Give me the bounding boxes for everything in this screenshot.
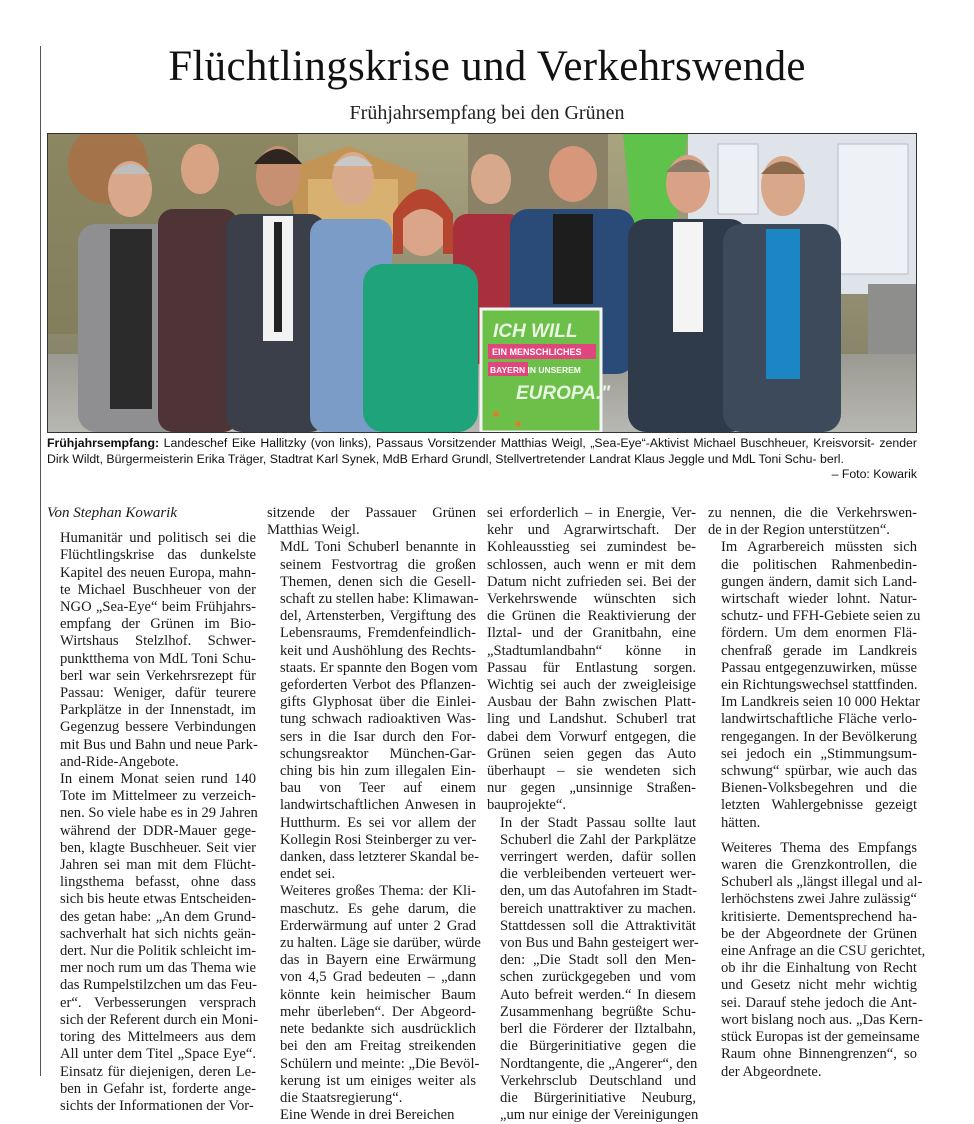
text-line: fördern. Um dem enormen Flä- (721, 625, 917, 642)
group-photo (47, 133, 917, 433)
text-line: ben, klagte Buschheuer. Seit vier (60, 839, 256, 856)
text-line: sitzende der Passauer Grünen (267, 505, 476, 521)
text-line: Wichtig sei auch der zweigleisige (487, 677, 696, 694)
text-line: eine Anfrage an die CSU gerichtet, (721, 943, 926, 960)
text-line: sei jedoch ein „Stimmungsum- (721, 745, 917, 762)
text-line: sich der Referent durch ein Moni- (60, 1011, 259, 1028)
article-paragraph (47, 530, 256, 771)
article-paragraph (267, 505, 476, 539)
text-line: Gegenzug bessere Verbindungen (60, 719, 256, 736)
text-line: sichts der Informationen der Vor- (60, 1097, 254, 1114)
text-line: sei. Darauf stehe jedoch die Ant- (721, 994, 917, 1011)
text-line: das in Bayern eine Erwärmung (280, 952, 476, 969)
photo-credit: – Foto: Kowarik (831, 467, 917, 482)
text-line: berl die Förderer der Ilztalbahn, (500, 1021, 696, 1038)
text-line: Kohleausstieg sei zumindest be- (487, 539, 696, 556)
text-line: seinem Festvortrag die großen (280, 556, 476, 573)
text-line: letzten Wahlergebnisse gezeigt (721, 797, 917, 814)
text-line: schen zurückgegeben und vom (500, 969, 696, 986)
article-paragraph (708, 539, 921, 831)
headline: Flüchtlingskrise und Verkehrswende (168, 43, 806, 90)
text-line: bauprojekte“. (487, 797, 567, 814)
text-line: Lebensraums, Fremdenfeindlich- (280, 625, 476, 642)
text-line: lingsthema befasst, ohne dass (60, 874, 256, 891)
text-line: punktthema von MdL Toni Schu- (60, 650, 256, 667)
text-line: be der Abgeordnete der Grünen (721, 925, 917, 942)
text-line: ching bis hin zum illegalen Ein- (280, 763, 476, 780)
text-line: Im Agrarbereich müssten sich (721, 539, 917, 556)
text-line: Passau entgegenzuwirken, müsse (721, 659, 917, 676)
text-line: Auto befreit werden.“ In diesem (500, 986, 696, 1003)
text-line: Humanitär und politisch sei die (60, 530, 256, 547)
poster-line-3: BAYERN IN UNSEREM (490, 365, 581, 375)
article-paragraph (267, 1107, 476, 1124)
text-line: waren die Grenzkontrollen, die (721, 857, 917, 874)
text-line: nete bedankte sich ausdrücklich (280, 1021, 476, 1038)
text-line: landwirtschaftliche Fläche verlo- (721, 711, 917, 728)
text-line: hätten. (721, 814, 761, 831)
text-line: tung schwach radioaktiven Was- (280, 711, 476, 728)
article-paragraph (487, 814, 699, 1124)
text-line: ben in Gefahr ist, forderte ange- (60, 1080, 256, 1097)
text-line: überhaupt – sie wendeten sich (487, 763, 696, 780)
text-line: Schuberl als „längst illegal und al- (721, 874, 923, 891)
text-line: Eine Wende in drei Bereichen (280, 1107, 455, 1124)
text-line: ein Richtungswechsel stattfinden. (721, 677, 918, 694)
text-line: Weiteres großes Thema: der Kli- (280, 883, 476, 900)
text-line: Kollegin Rosi Steinberger zu ver- (280, 831, 477, 848)
column-rule (40, 46, 41, 1076)
text-line: den, um das Autofahren im Stadt- (500, 883, 697, 900)
text-line: bau von Teer auf einem (280, 780, 476, 797)
text-line: Tote im Mittelmeer zu verzeich- (60, 788, 256, 805)
text-line: Einsatz für diejenigen, deren Le- (60, 1063, 256, 1080)
text-line: Schülern und meinte: „Die Bevöl- (280, 1055, 480, 1072)
text-line: Weiteres Thema des Empfangs (721, 839, 917, 856)
text-line: das Rumpelstilzchen um das Feu- (60, 977, 257, 994)
text-line: chenfraß gerade im Landkreis (721, 642, 917, 659)
article-paragraph (708, 839, 926, 1081)
text-line: Im Landkreis seien 10 000 Hektar (721, 694, 920, 711)
text-line: te Michael Buschheuer von der (60, 581, 256, 598)
text-line: Erderwärmung auf unter 2 Grad (280, 917, 476, 934)
group-photo-illustration (48, 134, 916, 432)
text-line: mit Bus und Bahn und neue Park- (60, 736, 258, 753)
text-line: Raum ohne Binnengrenzen“, so (721, 1046, 917, 1063)
text-line: Ausbau der Bahn zwischen Platt- (487, 694, 696, 711)
text-line: verringert werden, dafür sollen (500, 849, 696, 866)
text-line: geforderten Verbot des Pflanzen- (280, 677, 476, 694)
caption-line: berl. (820, 451, 844, 466)
caption-line: zender Dirk Wildt, Bürgermeisterin Erika Träger, Stadtrat Karl Synek, MdB Erhard Grundl, Stellvertretender Landrat Klaus Jeggle und MdL Toni Schu- (47, 436, 917, 466)
photo-caption (47, 436, 917, 483)
text-line: sachverhalt hat sich nichts geän- (60, 925, 256, 942)
text-line: sei erforderlich – in Energie, Ver- (487, 505, 696, 521)
text-line: Bienen-Volksbegehren und die (721, 780, 917, 797)
text-line: von Bus und Bahn gesteigert wer- (500, 935, 699, 952)
text-line: mer noch rum um das Thema wie (60, 960, 256, 977)
text-line: nur gegen „unsinnige Straßen- (487, 780, 696, 797)
text-line: Schuberl die Zahl der Parkplätze (500, 831, 696, 848)
text-line: Wirtshaus Stelzlhof. Schwer- (60, 633, 256, 650)
text-line: endet sei. (280, 866, 336, 883)
text-line: empfang der Grünen im Bio- (60, 616, 256, 633)
article-paragraph (47, 771, 259, 1115)
text-line: del, Artensterben, Vergiftung des (280, 608, 476, 625)
text-line: schungsreaktor München-Gar- (280, 745, 476, 762)
text-line: er“. Verbesserungen versprach (60, 994, 256, 1011)
text-line: ling und Landshut. Schuberl trat (487, 711, 696, 728)
text-line: Grünen seien gegen das Auto (487, 745, 696, 762)
text-line: die politischen Rahmenbedin- (721, 556, 917, 573)
article-paragraph (267, 539, 479, 883)
text-line: Nordtangente, die „Angerer“, den (500, 1055, 698, 1072)
text-line: Zusammenhang begrüßte Schu- (500, 1003, 696, 1020)
text-line: mehr überleben“. Der Abgeord- (280, 1003, 476, 1020)
text-line: NGO „Sea-Eye“ beim Frühjahrs- (60, 599, 256, 616)
campaign-poster (481, 309, 611, 432)
text-line: Verkehrswende wünschten sich (487, 591, 696, 608)
text-line: „Stadtumlandbahn“ könne in (487, 642, 696, 659)
text-line: Passau für Entlastung sorgen. (487, 659, 696, 676)
text-line: Parkplätze in der Innenstadt, im (60, 702, 256, 719)
text-line: maschutz. Es gehe darum, die (280, 900, 476, 917)
text-line: kritisierte. Dementsprechend ha- (721, 908, 917, 925)
text-line: Matthias Weigl. (267, 522, 360, 539)
text-line: MdL Toni Schuberl benannte in (280, 539, 476, 556)
text-line: gungen ändern, damit sich Land- (721, 573, 917, 590)
text-line: des getan habe: „An dem Grund- (60, 908, 256, 925)
text-line: gifts Glyphosat über die Einlei- (280, 694, 476, 711)
text-line: die Bürgerinitiative gegen die (500, 1038, 696, 1055)
article-column-1 (47, 505, 259, 1115)
text-line: dabei dem Vorwurf entgegen, die (487, 728, 696, 745)
text-line: All unter dem Titel „Space Eye“. (60, 1046, 256, 1063)
text-line: Kapitel des neuen Europa, mahn- (60, 564, 256, 581)
text-line: sers in die Isar durch den For- (280, 728, 476, 745)
text-line: Themen, denen sich die Gesell- (280, 573, 476, 590)
text-line: Datum nicht zufrieden sei. Bei der (487, 573, 696, 590)
text-line: Ilztal- und der Granitbahn, eine (487, 625, 696, 642)
text-line: zu nennen, die die Verkehrswen- (708, 505, 917, 521)
poster-line-4: EUROPA." (516, 383, 611, 404)
poster-line-1: ICH WILL (493, 321, 578, 342)
text-line: Hutthurm. Es sei vor allem der (280, 814, 476, 831)
article-column-2 (267, 505, 481, 1124)
byline: Von Stephan Kowarik (47, 505, 177, 521)
text-line: schutz- und FFH-Gebiete seien zu (721, 608, 921, 625)
text-line: de in der Region unterstützen“. (708, 522, 890, 539)
text-line: rengegangen. In der Bevölkerung (721, 728, 917, 745)
text-line: sich bis heute etwas Entscheiden- (60, 891, 257, 908)
text-line: schaft zu stellen habe: Klimawan- (280, 591, 479, 608)
article-column-4 (708, 505, 926, 1081)
subheadline: Frühjahrsempfang bei den Grünen (349, 102, 625, 124)
text-line: schlossen, auch wenn er mit dem (487, 556, 696, 573)
text-line: schwung“ spürbar, wie auch das (721, 763, 917, 780)
text-line: kehr und Agrarwirtschaft. Der (487, 522, 696, 539)
text-line: berl war sein Verkehrsrezept für (60, 667, 256, 684)
text-line: die verbleibenden verteuert wer- (500, 866, 696, 883)
text-line: danken, dass letzterer Skandal be- (280, 849, 479, 866)
poster-line-2: EIN MENSCHLICHES (492, 347, 582, 357)
text-line: und Gesetz nicht mehr wichtig (721, 977, 917, 994)
text-line: die Bürgerinitiative Neuburg, (500, 1089, 696, 1106)
article-paragraph (267, 883, 481, 1107)
text-line: wirtschaft wieder lohnt. Natur- (721, 591, 917, 608)
text-line: lerhöchstens zwei Jahre zulässig“ (721, 891, 917, 908)
text-line: stück Europas ist der gemeinsame (721, 1029, 920, 1046)
window (838, 144, 908, 274)
text-line: kerung ist um einiges weiter als (280, 1072, 476, 1089)
caption-line: Landeschef Eike Hallitzky (von links), Passaus Vorsitzender Matthias Weigl, „Sea-Eye“-Aktivist Michael Buschheuer, Kreisvorsit- (159, 436, 875, 450)
text-line: zu halten. Läge sie darüber, würde (280, 935, 481, 952)
text-line: In der Stadt Passau sollte laut (500, 814, 696, 831)
text-line: Flüchtlingskrise das dunkelste (60, 547, 256, 564)
text-line: and-Ride-Angebote. (60, 753, 179, 770)
text-line: den: „Die Stadt soll den Men- (500, 952, 696, 969)
text-line: von 4,5 Grad bedeuten – „dann (280, 969, 476, 986)
text-line: „um nur einige der Vereinigungen (500, 1107, 699, 1124)
text-line: Passau: Weniger, dafür teurere (60, 685, 256, 702)
text-line: nen. So viele habe es in 29 Jahren (60, 805, 258, 822)
text-line: keit und Aushöhlung des Rechts- (280, 642, 476, 659)
text-line: ob ihr die Einhaltung von Recht (721, 960, 917, 977)
text-line: bei den am Freitag streikenden (280, 1038, 476, 1055)
text-line: könnte kein heimischer Baum (280, 986, 476, 1003)
article-paragraph (487, 505, 696, 815)
window (718, 144, 758, 214)
text-line: Verkehrsclub Deutschland und (500, 1072, 696, 1089)
text-line: Jahren sei man mit dem Flücht- (60, 857, 256, 874)
text-line: landwirtschaftlichen Anwesen in (280, 797, 476, 814)
caption-lead: Frühjahrsempfang: (47, 436, 160, 450)
text-line: die Staatsregierung“. (280, 1089, 403, 1106)
text-line: der Abgeordnete. (721, 1063, 822, 1080)
text-line: wort bislang noch aus. „Das Kern- (721, 1011, 923, 1028)
text-line: staats. Er spannte den Bogen vom (280, 659, 478, 676)
text-line: In einem Monat seien rund 140 (60, 771, 256, 788)
text-line: die Grünen die Reaktivierung der (487, 608, 696, 625)
article-column-3 (487, 505, 699, 1124)
text-line: bereich unattraktiver zu machen. (500, 900, 696, 917)
text-line: Stattdessen soll die Attraktivität (500, 917, 696, 934)
article-paragraph (708, 505, 917, 539)
text-line: dert. Nur die Politik schleicht im- (60, 943, 257, 960)
text-line: toring des Mittelmeers aus dem (60, 1029, 256, 1046)
text-line: während der DDR-Mauer gege- (60, 822, 256, 839)
